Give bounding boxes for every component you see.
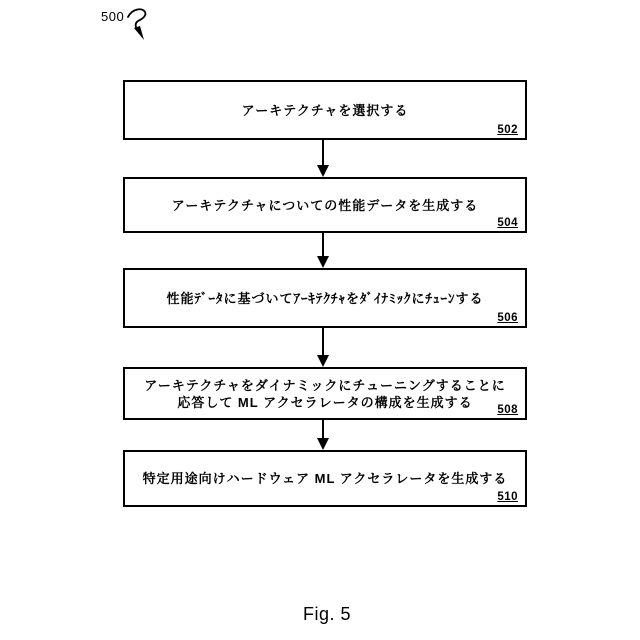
arrow-head bbox=[317, 438, 329, 450]
flow-box-ref-number: 502 bbox=[497, 124, 518, 136]
down-arrow-icon bbox=[317, 140, 329, 177]
flow-box-ref-number: 508 bbox=[497, 404, 518, 416]
down-arrow-icon bbox=[317, 328, 329, 367]
lead-line-arrow-icon bbox=[126, 7, 152, 45]
down-arrow-icon bbox=[317, 233, 329, 268]
flow-box-text: 特定用途向けハードウェア ML アクセラレータを生成する bbox=[142, 471, 508, 486]
flow-box-text: アーキテクチャをダイナミックにチューニングすることに 応答して ML アクセラレータの構成を生成する bbox=[144, 377, 506, 410]
flow-box-dynamically-tune bbox=[123, 268, 527, 328]
figure-caption: Fig. 5 bbox=[302, 604, 352, 624]
down-arrow-icon bbox=[317, 420, 329, 450]
arrow-head bbox=[317, 256, 329, 268]
flow-box-generate-ml-accelerator-config bbox=[123, 367, 527, 420]
arrow-head bbox=[317, 165, 329, 177]
flow-box-select-architecture bbox=[123, 80, 527, 140]
flow-box-ref-number: 506 bbox=[497, 312, 518, 324]
flow-box-ref-number: 504 bbox=[497, 217, 518, 229]
diagram-ref-label: 500 bbox=[101, 9, 125, 24]
flow-box-generate-hardware-ml-accelerator bbox=[123, 450, 527, 507]
flow-box-ref-number: 510 bbox=[497, 491, 518, 503]
flow-box-generate-performance-data bbox=[123, 177, 527, 233]
flow-box-text: アーキテクチャを選択する bbox=[241, 102, 409, 118]
flow-box-text: 性能ﾃﾞｰﾀに基づいてｱｰｷﾃｸﾁｬをﾀﾞｲﾅﾐｯｸにﾁｭｰﾝする bbox=[166, 290, 484, 306]
arrow-head bbox=[317, 355, 329, 367]
flow-box-text: アーキテクチャについての性能データを生成する bbox=[171, 197, 479, 213]
